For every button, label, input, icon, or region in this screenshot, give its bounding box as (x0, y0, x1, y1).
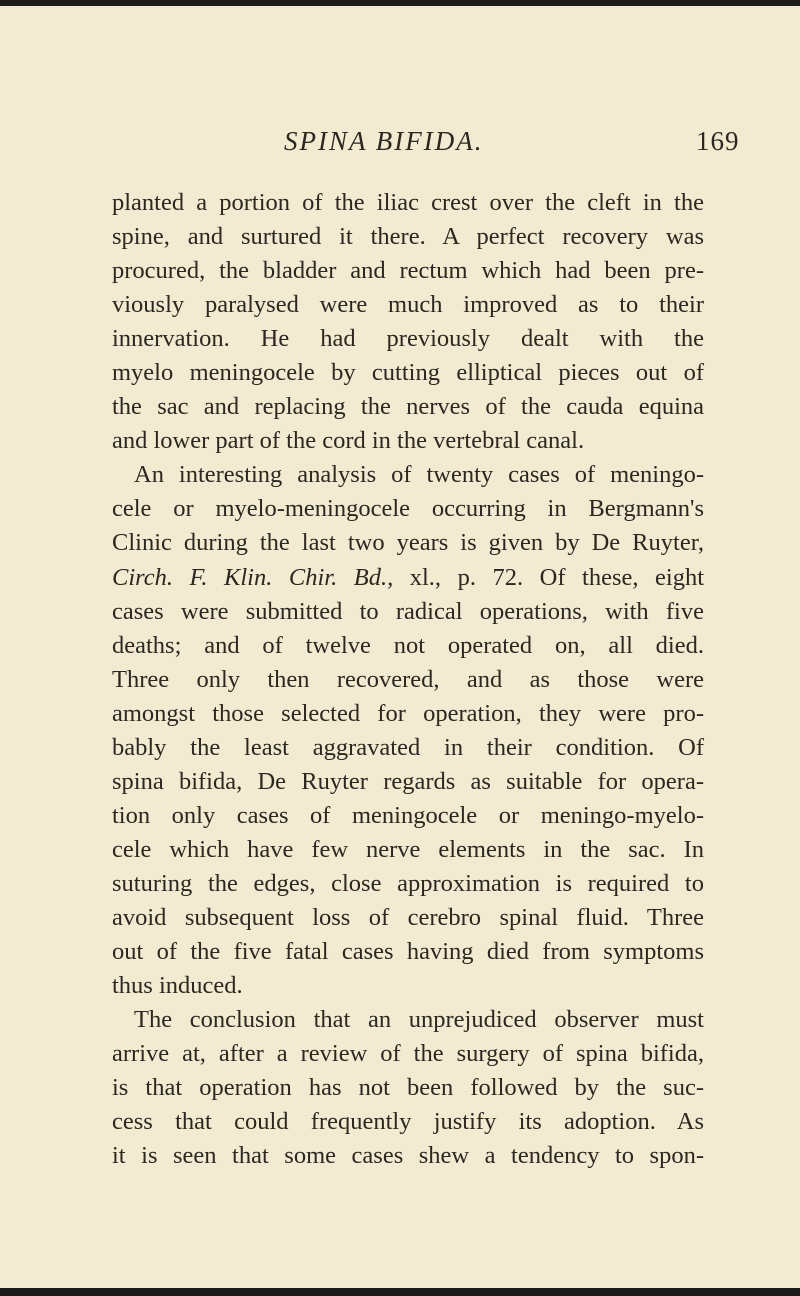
text-line: cases were submitted to radical operations, with five (112, 597, 704, 625)
text-line: is that operation has not been followed by the suc- (112, 1074, 704, 1102)
page-top-edge (0, 0, 800, 6)
text-line: innervation. He had previously dealt with the (112, 325, 704, 353)
text-line: An interesting analysis of twenty cases of meningo- (134, 461, 704, 489)
text-line: and lower part of the cord in the vertebral canal. (112, 427, 585, 455)
text-line: thus induced. (112, 972, 243, 1000)
text-line: cele or myelo-meningocele occurring in Bergmann's (112, 495, 704, 523)
text-line-citation: Circh. F. Klin. Chir. Bd., xl., p. 72. Of these, eight (112, 563, 704, 591)
text-line: myelo meningocele by cutting elliptical pieces out of (112, 359, 704, 387)
page-header (0, 126, 800, 166)
body-text (112, 186, 704, 1173)
text-line: suturing the edges, close approximation is required to (112, 869, 704, 897)
text-line: The conclusion that an unprejudiced observer must (134, 1006, 704, 1034)
text-line: the sac and replacing the nerves of the cauda equina (112, 393, 704, 421)
text-line: out of the five fatal cases having died from symptoms (112, 938, 704, 966)
text-line: arrive at, after a review of the surgery of spina bifida, (112, 1040, 704, 1068)
text-line: amongst those selected for operation, they were pro- (112, 699, 704, 727)
citation-journal: Circh. F. Klin. Chir. Bd., (112, 563, 394, 591)
page-bottom-edge (0, 1288, 800, 1296)
text-line: deaths; and of twelve not operated on, all died. (112, 631, 704, 659)
text-line: Clinic during the last two years is given by De Ruyter, (112, 529, 704, 557)
text-line: avoid subsequent loss of cerebro spinal fluid. Three (112, 903, 704, 931)
text-line: tion only cases of meningocele or meningo-myelo- (112, 801, 704, 829)
text-line: spine, and surtured it there. A perfect recovery was (112, 223, 704, 251)
running-title: SPINA BIFIDA. (284, 126, 484, 156)
text-line: spina bifida, De Ruyter regards as suitable for opera- (112, 767, 704, 795)
text-line: cele which have few nerve elements in the sac. In (112, 835, 704, 863)
text-line: bably the least aggravated in their condition. Of (112, 733, 704, 761)
page-number: 169 (696, 126, 740, 156)
text-line: planted a portion of the iliac crest over the cleft in the (112, 189, 704, 216)
text-line: Three only then recovered, and as those were (112, 665, 704, 693)
text-line: procured, the bladder and rectum which had been pre- (112, 257, 704, 285)
text-line: viously paralysed were much improved as to their (112, 291, 704, 319)
text-line: it is seen that some cases shew a tendency to spon- (112, 1142, 704, 1170)
text-line: cess that could frequently justify its adoption. As (112, 1108, 704, 1136)
